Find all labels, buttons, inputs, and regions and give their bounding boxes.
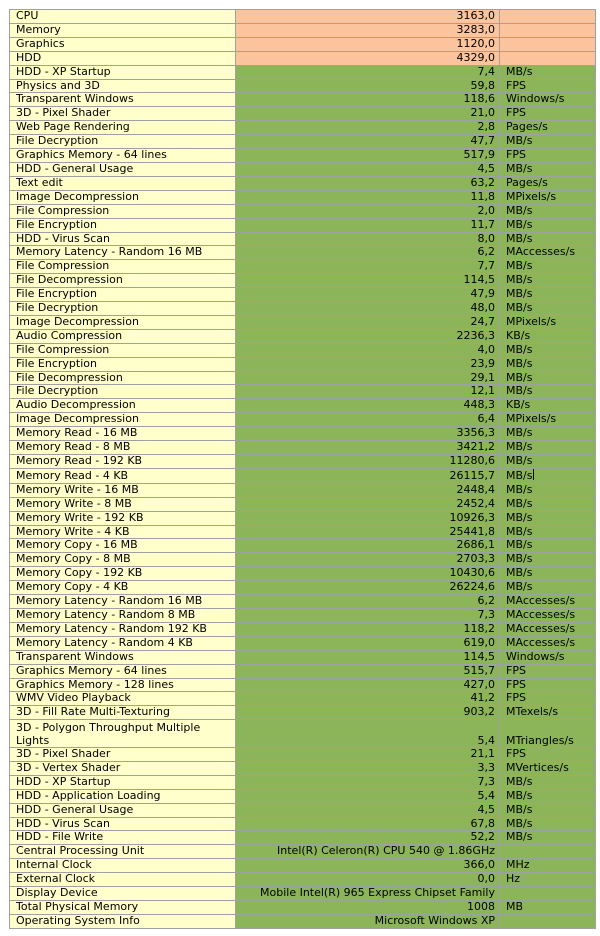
row-unit-cell[interactable]: MB/s [500,357,596,371]
row-value-cell[interactable]: 2,0 [236,204,500,218]
row-value-cell[interactable]: 10430,6 [236,567,500,581]
row-label-cell[interactable]: HDD - Virus Scan [10,232,236,246]
table-row [10,329,596,343]
row-label-cell[interactable]: Memory Write - 16 MB [10,483,236,497]
row-value-cell[interactable]: 21,1 [236,748,500,762]
row-label-cell[interactable]: Memory Latency - Random 16 MB [10,246,236,260]
table-row [10,887,596,901]
row-value-cell[interactable]: 29,1 [236,371,500,385]
row-value-cell[interactable]: 23,9 [236,357,500,371]
row-unit-cell[interactable]: KB/s [500,399,596,413]
table-row [10,859,596,873]
table-row [10,553,596,567]
row-label-cell[interactable]: HDD - Application Loading [10,789,236,803]
row-unit-cell[interactable]: MB/s [500,789,596,803]
table-row [10,315,596,329]
row-unit-cell[interactable]: MPixels/s [500,315,596,329]
table-row [10,413,596,427]
row-label-cell[interactable]: File Encryption [10,288,236,302]
row-label-cell[interactable]: Graphics Memory - 128 lines [10,678,236,692]
row-label-cell[interactable]: Internal Clock [10,859,236,873]
table-row [10,497,596,511]
row-unit-cell[interactable]: FPS [500,692,596,706]
row-unit-cell[interactable]: MTriangles/s [500,720,596,748]
row-unit-cell[interactable] [500,845,596,859]
row-value-cell[interactable]: Intel(R) Celeron(R) CPU 540 @ 1.86GHz [236,845,500,859]
row-label-cell[interactable]: HDD [10,51,236,65]
row-label-cell[interactable]: Memory Copy - 4 KB [10,581,236,595]
table-row [10,79,596,93]
row-label-cell[interactable]: Memory [10,23,236,37]
row-unit-cell[interactable]: MB/s [500,260,596,274]
row-value-cell[interactable]: 2236,3 [236,329,500,343]
table-row [10,399,596,413]
row-label-cell[interactable]: File Decryption [10,302,236,316]
row-value-cell[interactable]: 114,5 [236,274,500,288]
table-row [10,692,596,706]
row-unit-cell[interactable]: FPS [500,149,596,163]
row-label-cell[interactable]: Audio Decompression [10,399,236,413]
table-row [10,93,596,107]
row-unit-cell[interactable]: MAccesses/s [500,595,596,609]
table-row [10,831,596,845]
row-unit-cell[interactable] [500,887,596,901]
row-value-cell[interactable]: 12,1 [236,385,500,399]
row-label-cell[interactable]: 3D - Pixel Shader [10,107,236,121]
table-row [10,23,596,37]
row-value-cell[interactable]: 517,9 [236,149,500,163]
row-label-cell[interactable]: HDD - General Usage [10,162,236,176]
row-unit-cell[interactable]: MB/s [500,441,596,455]
row-unit-cell[interactable]: FPS [500,79,596,93]
row-value-cell[interactable]: 7,3 [236,775,500,789]
row-label-cell[interactable]: HDD - File Write [10,831,236,845]
row-unit-cell[interactable]: MB/s [500,218,596,232]
row-value-cell[interactable]: 619,0 [236,636,500,650]
row-value-cell[interactable]: 63,2 [236,176,500,190]
row-unit-cell[interactable]: MB/s [500,539,596,553]
row-value-cell[interactable]: 3283,0 [236,23,500,37]
table-row [10,51,596,65]
table-row [10,803,596,817]
row-label-cell[interactable]: Image Decompression [10,315,236,329]
row-label-cell[interactable]: WMV Video Playback [10,692,236,706]
table-row [10,817,596,831]
row-label-cell[interactable]: Memory Copy - 16 MB [10,539,236,553]
table-row [10,302,596,316]
row-value-cell[interactable]: 448,3 [236,399,500,413]
row-value-cell[interactable]: 59,8 [236,79,500,93]
table-row [10,608,596,622]
row-label-cell[interactable]: Total Physical Memory [10,900,236,914]
table-row [10,511,596,525]
row-label-cell[interactable]: Memory Latency - Random 16 MB [10,595,236,609]
row-value-cell[interactable]: 903,2 [236,706,500,720]
table-row [10,845,596,859]
row-label-cell[interactable]: Memory Read - 16 MB [10,427,236,441]
row-unit-cell[interactable]: MAccesses/s [500,608,596,622]
table-row [10,176,596,190]
row-unit-cell[interactable]: MPixels/s [500,413,596,427]
row-value-cell[interactable]: 1008 [236,900,500,914]
row-unit-cell[interactable]: MB/s [500,162,596,176]
table-row [10,720,596,748]
row-unit-cell[interactable]: MB/s [500,581,596,595]
row-label-cell[interactable]: 3D - Fill Rate Multi-Texturing [10,706,236,720]
row-value-cell[interactable]: 427,0 [236,678,500,692]
row-value-cell[interactable]: 2452,4 [236,497,500,511]
row-value-cell[interactable]: 1120,0 [236,37,500,51]
row-label-cell[interactable]: Memory Read - 192 KB [10,455,236,469]
row-unit-cell[interactable]: FPS [500,107,596,121]
table-row [10,664,596,678]
row-label-cell[interactable]: Transparent Windows [10,650,236,664]
row-value-cell[interactable]: 11,7 [236,218,500,232]
row-label-cell[interactable]: HDD - General Usage [10,803,236,817]
table-row [10,204,596,218]
row-unit-cell[interactable]: Hz [500,873,596,887]
row-unit-cell[interactable]: MB/s [500,775,596,789]
row-unit-cell[interactable] [500,914,596,928]
row-label-cell[interactable]: File Compression [10,260,236,274]
row-label-cell[interactable]: File Compression [10,204,236,218]
table-row [10,288,596,302]
row-value-cell[interactable]: 5,4 [236,789,500,803]
table-row [10,357,596,371]
row-label-cell[interactable]: File Decompression [10,274,236,288]
row-value-cell[interactable]: 7,7 [236,260,500,274]
row-label-cell[interactable]: 3D - Vertex Shader [10,761,236,775]
row-unit-cell[interactable]: KB/s [500,329,596,343]
row-value-cell[interactable]: Mobile Intel(R) 965 Express Chipset Family [236,887,500,901]
row-value-cell[interactable]: 6,2 [236,246,500,260]
table-row [10,539,596,553]
row-label-cell[interactable]: Physics and 3D [10,79,236,93]
row-label-cell[interactable]: Memory Latency - Random 8 MB [10,608,236,622]
row-label-cell[interactable]: Transparent Windows [10,93,236,107]
table-row [10,274,596,288]
row-unit-cell[interactable] [500,468,596,483]
table-row [10,567,596,581]
row-unit-cell[interactable]: MB/s [500,302,596,316]
row-value-cell[interactable]: 5,4 [236,720,500,748]
row-unit-cell[interactable]: Windows/s [500,93,596,107]
row-unit-text: MB/s [506,468,533,482]
table-row [10,162,596,176]
table-row [10,371,596,385]
row-label-cell[interactable]: Memory Copy - 192 KB [10,567,236,581]
row-label-cell[interactable]: Text edit [10,176,236,190]
row-unit-cell[interactable]: MB/s [500,525,596,539]
row-value-cell[interactable]: Microsoft Windows XP [236,914,500,928]
row-label-cell[interactable]: HDD - XP Startup [10,775,236,789]
table-row [10,246,596,260]
row-unit-cell[interactable] [500,37,596,51]
text-cursor-caret [533,469,534,480]
table-row [10,385,596,399]
table-row [10,10,596,24]
row-value-cell[interactable]: 47,7 [236,135,500,149]
row-unit-cell[interactable]: MB/s [500,343,596,357]
table-row [10,455,596,469]
row-label-cell[interactable]: CPU [10,10,236,24]
row-unit-cell[interactable]: MB/s [500,567,596,581]
row-value-cell[interactable]: 7,4 [236,65,500,79]
row-value-cell[interactable]: 4,5 [236,162,500,176]
table-row [10,232,596,246]
row-value-cell[interactable]: 7,3 [236,608,500,622]
table-row [10,218,596,232]
row-label-cell[interactable]: Memory Read - 4 KB [10,468,236,483]
row-label-cell[interactable]: Image Decompression [10,413,236,427]
table-row [10,595,596,609]
row-unit-cell[interactable]: MB/s [500,371,596,385]
row-unit-cell[interactable]: MAccesses/s [500,636,596,650]
row-value-cell[interactable]: 2686,1 [236,539,500,553]
row-unit-cell[interactable]: MB/s [500,204,596,218]
row-unit-cell[interactable]: MB/s [500,385,596,399]
row-value-cell[interactable]: 11,8 [236,190,500,204]
table-row [10,190,596,204]
row-unit-cell[interactable]: MB/s [500,274,596,288]
table-row [10,622,596,636]
row-label-cell[interactable]: Graphics [10,37,236,51]
row-unit-cell[interactable]: MB/s [500,497,596,511]
row-label-cell[interactable]: File Decryption [10,385,236,399]
table-row [10,900,596,914]
row-label-cell[interactable]: File Decompression [10,371,236,385]
row-value-cell[interactable]: 2,8 [236,121,500,135]
benchmark-results-table [9,9,596,929]
row-label-cell[interactable]: Memory Write - 192 KB [10,511,236,525]
table-row [10,149,596,163]
row-value-cell[interactable]: 2703,3 [236,553,500,567]
row-value-cell[interactable]: 48,0 [236,302,500,316]
row-unit-cell[interactable]: MB/s [500,803,596,817]
row-label-cell[interactable]: HDD - Virus Scan [10,817,236,831]
row-label-cell[interactable]: Memory Copy - 8 MB [10,553,236,567]
table-row [10,135,596,149]
row-label-cell[interactable]: Central Processing Unit [10,845,236,859]
row-unit-cell[interactable]: MAccesses/s [500,622,596,636]
row-label-cell[interactable]: Memory Latency - Random 4 KB [10,636,236,650]
row-value-cell[interactable]: 3163,0 [236,10,500,24]
row-unit-cell[interactable]: FPS [500,748,596,762]
row-unit-cell[interactable]: Pages/s [500,121,596,135]
row-value-cell[interactable]: 3,3 [236,761,500,775]
row-value-cell[interactable]: 47,9 [236,288,500,302]
row-label-cell[interactable]: Memory Latency - Random 192 KB [10,622,236,636]
row-value-cell[interactable]: 26224,6 [236,581,500,595]
row-unit-cell[interactable]: MB/s [500,232,596,246]
row-unit-cell[interactable]: MHz [500,859,596,873]
row-value-cell[interactable]: 114,5 [236,650,500,664]
row-unit-cell[interactable]: MB/s [500,455,596,469]
table-row [10,65,596,79]
row-value-cell[interactable]: 118,2 [236,622,500,636]
table-row [10,761,596,775]
row-unit-cell[interactable] [500,23,596,37]
row-value-cell[interactable]: 366,0 [236,859,500,873]
table-body [10,10,596,929]
row-unit-cell[interactable]: MAccesses/s [500,246,596,260]
table-row [10,525,596,539]
row-label-cell[interactable]: Graphics Memory - 64 lines [10,149,236,163]
row-label-cell[interactable]: 3D - Pixel Shader [10,748,236,762]
row-unit-cell[interactable]: MB/s [500,65,596,79]
row-value-cell[interactable]: 11280,6 [236,455,500,469]
table-row [10,260,596,274]
table-row [10,873,596,887]
row-value-cell[interactable]: 4,0 [236,343,500,357]
row-unit-cell[interactable]: MB/s [500,831,596,845]
table-row [10,706,596,720]
row-label-cell[interactable]: Image Decompression [10,190,236,204]
row-label-cell[interactable]: File Encryption [10,218,236,232]
table-row [10,121,596,135]
row-value-cell[interactable]: 41,2 [236,692,500,706]
row-unit-cell[interactable]: FPS [500,678,596,692]
table-row [10,775,596,789]
row-label-cell[interactable]: Operating System Info [10,914,236,928]
row-label-cell[interactable]: Web Page Rendering [10,121,236,135]
row-label-cell[interactable]: HDD - XP Startup [10,65,236,79]
row-label-cell[interactable]: File Encryption [10,357,236,371]
row-unit-cell[interactable]: MVertices/s [500,761,596,775]
row-unit-cell[interactable]: Pages/s [500,176,596,190]
row-value-cell[interactable]: 25441,8 [236,525,500,539]
row-label-cell[interactable]: External Clock [10,873,236,887]
row-unit-cell[interactable]: Windows/s [500,650,596,664]
row-value-cell[interactable]: 0,0 [236,873,500,887]
row-value-cell[interactable]: 6,4 [236,413,500,427]
row-label-cell[interactable]: 3D - Polygon Throughput Multiple Lights [10,720,236,748]
row-value-cell[interactable]: 8,0 [236,232,500,246]
table-row [10,483,596,497]
row-label-cell[interactable]: Memory Write - 4 KB [10,525,236,539]
row-unit-cell[interactable]: MB/s [500,553,596,567]
row-value-cell[interactable]: 67,8 [236,817,500,831]
table-row [10,678,596,692]
row-unit-cell[interactable] [500,10,596,24]
row-unit-cell[interactable]: MPixels/s [500,190,596,204]
row-value-cell[interactable]: 4329,0 [236,51,500,65]
table-row [10,636,596,650]
row-value-cell[interactable]: 515,7 [236,664,500,678]
row-value-cell[interactable]: 6,2 [236,595,500,609]
table-row [10,789,596,803]
row-label-cell[interactable]: Audio Compression [10,329,236,343]
row-unit-cell[interactable]: MTexels/s [500,706,596,720]
row-unit-cell[interactable]: MB/s [500,817,596,831]
table-row [10,581,596,595]
row-value-cell[interactable]: 3421,2 [236,441,500,455]
row-unit-cell[interactable]: MB/s [500,511,596,525]
row-unit-cell[interactable] [500,51,596,65]
row-label-cell[interactable]: Memory Write - 8 MB [10,497,236,511]
row-unit-cell[interactable]: MB/s [500,483,596,497]
table-row [10,37,596,51]
row-value-cell[interactable]: 21,0 [236,107,500,121]
row-label-cell[interactable]: File Decryption [10,135,236,149]
row-value-cell[interactable]: 26115,7 [236,468,500,483]
row-value-cell[interactable]: 3356,3 [236,427,500,441]
row-value-cell[interactable]: 118,6 [236,93,500,107]
row-value-cell[interactable]: 24,7 [236,315,500,329]
table-row [10,650,596,664]
row-unit-cell[interactable]: MB [500,900,596,914]
row-unit-cell[interactable]: MB/s [500,427,596,441]
table-row [10,441,596,455]
row-unit-cell[interactable]: MB/s [500,288,596,302]
row-value-cell[interactable]: 4,5 [236,803,500,817]
row-value-cell[interactable]: 10926,3 [236,511,500,525]
table-row [10,107,596,121]
row-label-cell[interactable]: Memory Read - 8 MB [10,441,236,455]
table-row [10,468,596,483]
row-value-cell[interactable]: 52,2 [236,831,500,845]
table-row [10,914,596,928]
row-label-cell[interactable]: File Compression [10,343,236,357]
row-label-cell[interactable]: Graphics Memory - 64 lines [10,664,236,678]
row-unit-cell[interactable]: MB/s [500,135,596,149]
row-unit-cell[interactable]: FPS [500,664,596,678]
row-value-cell[interactable]: 2448,4 [236,483,500,497]
table-row [10,343,596,357]
table-row [10,427,596,441]
row-label-cell[interactable]: Display Device [10,887,236,901]
table-row [10,748,596,762]
